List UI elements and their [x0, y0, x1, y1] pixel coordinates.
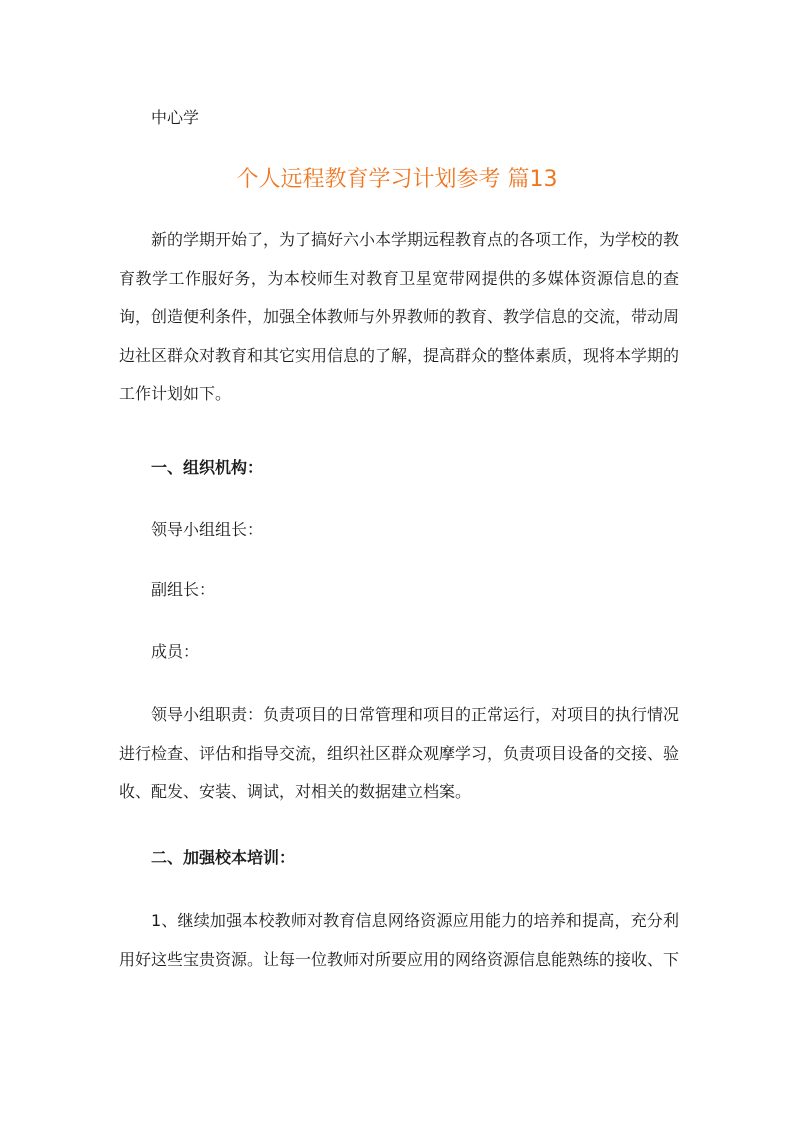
top-text-fragment: 中心学: [151, 108, 200, 127]
document-title: 个人远程教育学习计划参考 篇13: [236, 167, 558, 192]
leader-label: 领导小组组长：: [151, 520, 264, 539]
section-heading-organization: 一、组织机构：: [151, 458, 264, 477]
members-label: 成员：: [151, 642, 200, 661]
duties-paragraph: 领导小组职责：负责项目的日常管理和项目的正常运行，对项目的执行情况进行检查、评估和指导交流，组织社区群众观摩学习，负责项目设备的交接、验收、配发、安装、调试，对相关的数据建立档案。: [119, 705, 680, 801]
deputy-label: 副组长：: [151, 580, 216, 599]
section-heading-training: 二、加强校本培训：: [151, 848, 296, 867]
intro-paragraph: 新的学期开始了，为了搞好六小本学期远程教育点的各项工作，为学校的教育教学工作服好务，为本校师生对教育卫星宽带网提供的多媒体资源信息的查询，创造便利条件，加强全体教师与外界教师的教育、教学信息的交流，带动周边社区群众对教育和其它实用信息的了解，提高群众的整体素质，现将本学期的工作计划如下。: [119, 230, 680, 403]
training-item-1: 1、继续加强本校教师对教育信息网络资源应用能力的培养和提高，充分利用好这些宝贵资源。让每一位教师对所要应用的网络资源信息能熟练的接收、下: [119, 911, 680, 969]
